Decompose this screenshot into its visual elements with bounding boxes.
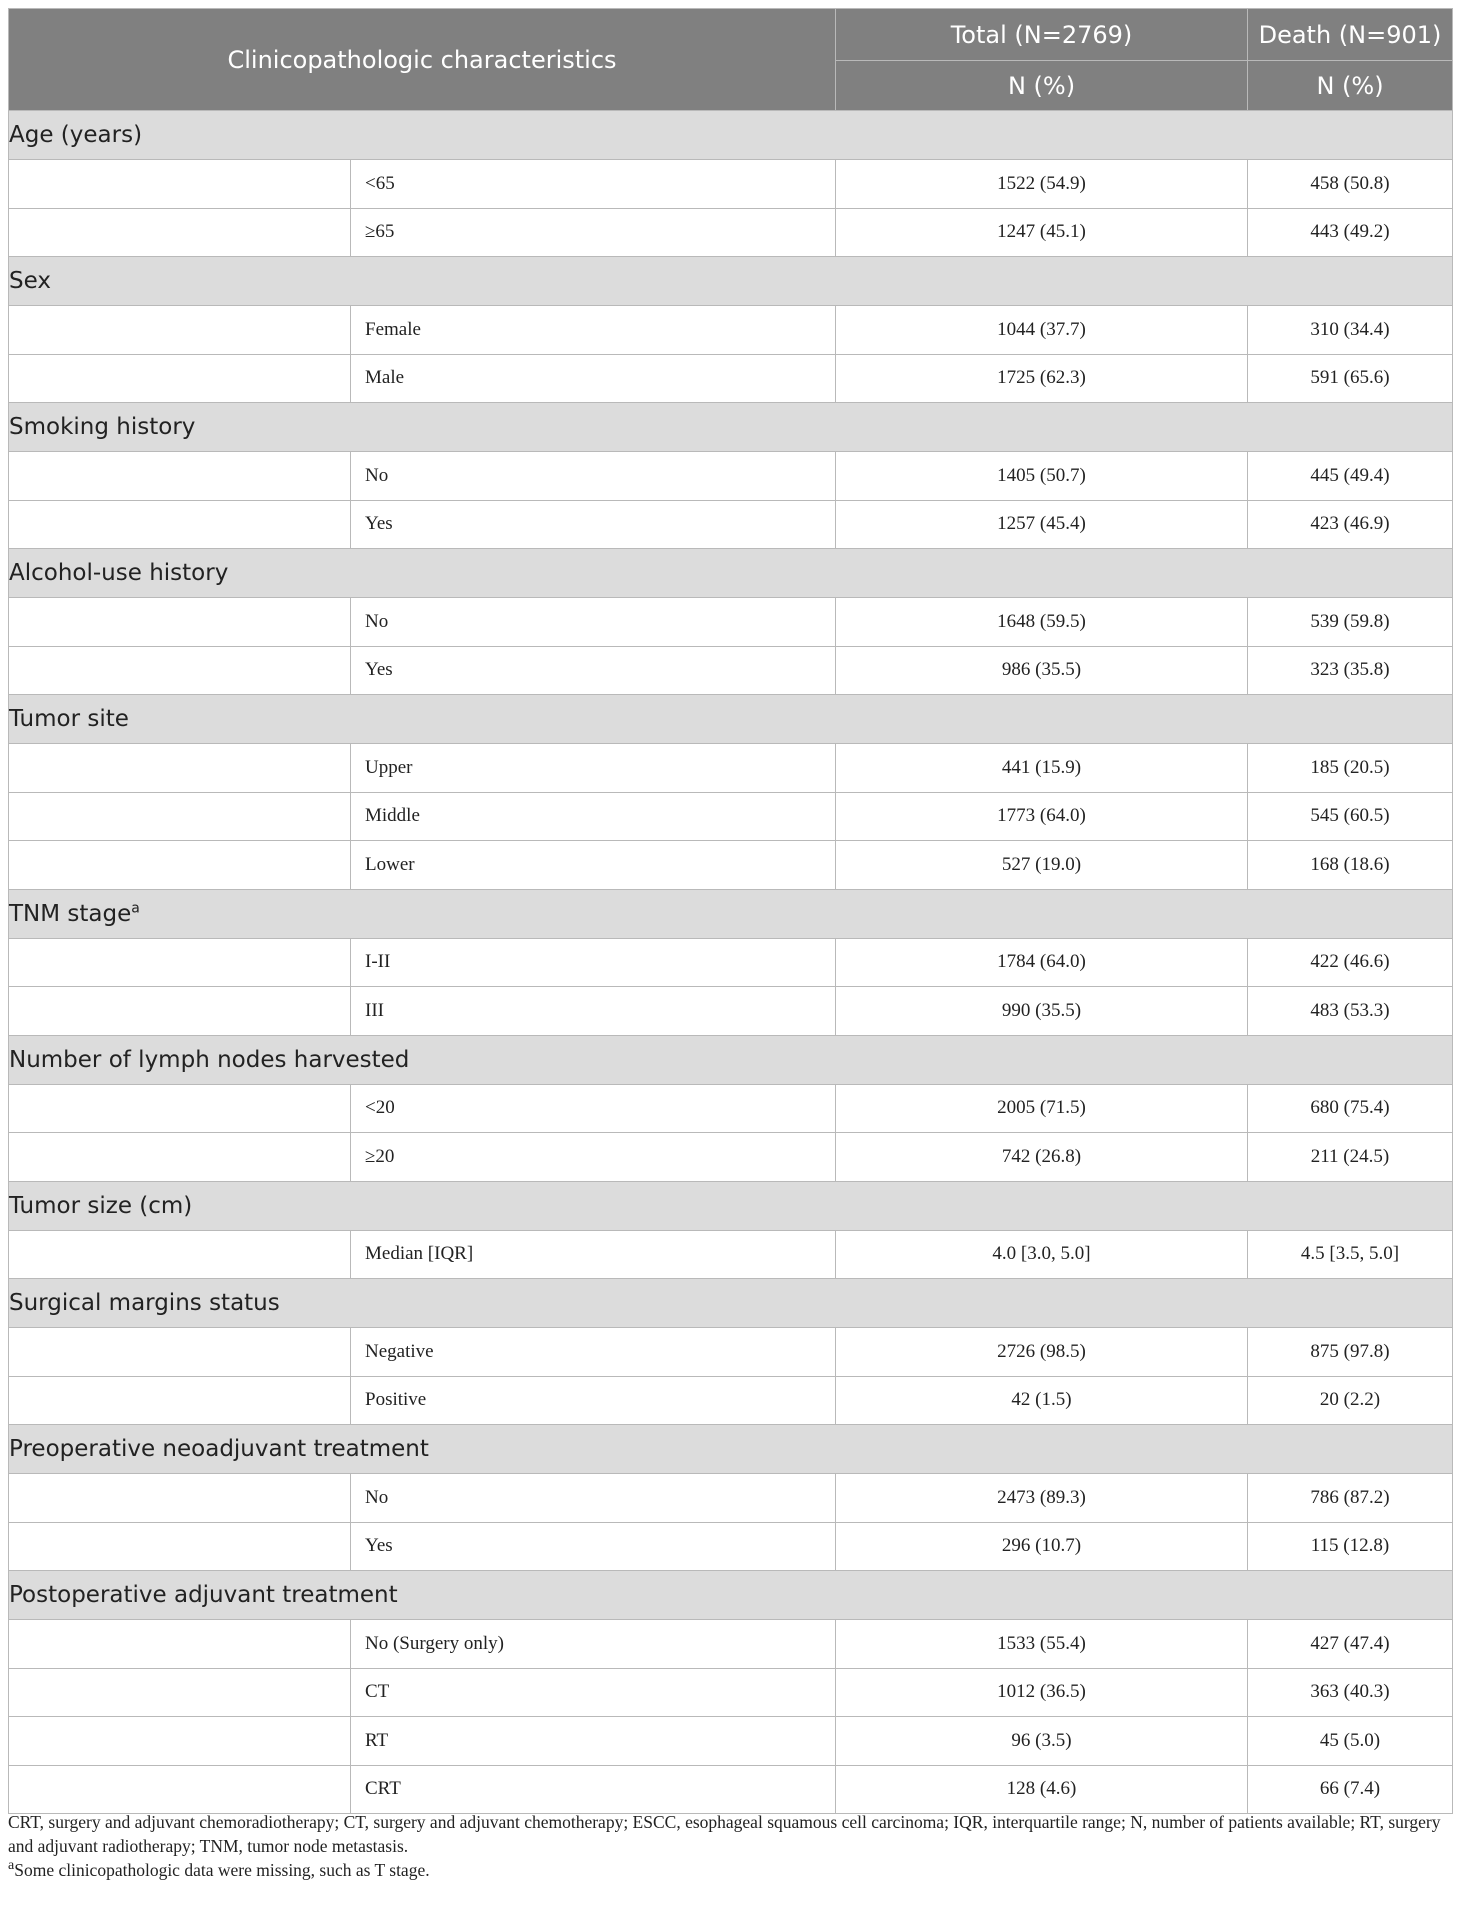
table-row [9,744,1453,793]
row-death: 786 (87.2) [1248,1474,1453,1523]
category-row [9,695,1453,744]
category-footnote-marker: a [131,899,140,916]
indent-cell [9,841,351,890]
header-death: Death (N=901) [1248,9,1453,61]
row-death: 211 (24.5) [1248,1133,1453,1182]
row-death: 483 (53.3) [1248,987,1453,1036]
table-row [9,452,1453,501]
table-row [9,160,1453,209]
row-label: No [351,598,836,647]
header-characteristics: Clinicopathologic characteristics [9,9,836,111]
table-row [9,306,1453,355]
row-total: 990 (35.5) [836,987,1248,1036]
category-cell [9,889,1453,938]
row-death: 875 (97.8) [1248,1328,1453,1377]
category-cell [9,1425,1453,1474]
row-death: 323 (35.8) [1248,646,1453,695]
clinicopathologic-table [8,8,1453,1814]
row-total: 1044 (37.7) [836,306,1248,355]
indent-cell [9,1376,351,1425]
row-death: 539 (59.8) [1248,598,1453,647]
row-label: ≥20 [351,1133,836,1182]
row-label: Yes [351,500,836,549]
row-death: 422 (46.6) [1248,938,1453,987]
row-total: 527 (19.0) [836,841,1248,890]
row-label: ≥65 [351,208,836,257]
row-total: 96 (3.5) [836,1717,1248,1766]
row-total: 2005 (71.5) [836,1084,1248,1133]
row-total: 1725 (62.3) [836,354,1248,403]
table-row [9,1522,1453,1571]
category-label: Age (years) [9,122,143,148]
indent-cell [9,598,351,647]
row-label: Yes [351,1522,836,1571]
row-death: 427 (47.4) [1248,1620,1453,1669]
indent-cell [9,1765,351,1814]
row-label: Lower [351,841,836,890]
table-row [9,1717,1453,1766]
category-row [9,403,1453,452]
category-label: Sex [9,268,51,294]
row-total: 1773 (64.0) [836,792,1248,841]
category-row [9,257,1453,306]
table-row [9,1230,1453,1279]
row-death: 591 (65.6) [1248,354,1453,403]
indent-cell [9,646,351,695]
row-total: 2473 (89.3) [836,1474,1248,1523]
table-row [9,1474,1453,1523]
row-total: 742 (26.8) [836,1133,1248,1182]
category-row [9,1035,1453,1084]
table-row [9,354,1453,403]
table-row [9,646,1453,695]
row-death: 545 (60.5) [1248,792,1453,841]
row-label: Female [351,306,836,355]
row-label: I-II [351,938,836,987]
table-row [9,792,1453,841]
row-death: 185 (20.5) [1248,744,1453,793]
indent-cell [9,987,351,1036]
indent-cell [9,306,351,355]
table-body [9,111,1453,1814]
category-cell [9,257,1453,306]
row-total: 42 (1.5) [836,1376,1248,1425]
row-label: Middle [351,792,836,841]
row-death: 443 (49.2) [1248,208,1453,257]
row-death: 66 (7.4) [1248,1765,1453,1814]
category-label: Surgical margins status [9,1290,280,1316]
row-total: 2726 (98.5) [836,1328,1248,1377]
category-label: Postoperative adjuvant treatment [9,1582,398,1608]
table-row [9,1133,1453,1182]
row-total: 1405 (50.7) [836,452,1248,501]
indent-cell [9,1328,351,1377]
indent-cell [9,1084,351,1133]
indent-cell [9,744,351,793]
table-row [9,938,1453,987]
row-death: 445 (49.4) [1248,452,1453,501]
row-total: 1257 (45.4) [836,500,1248,549]
indent-cell [9,160,351,209]
row-label: <20 [351,1084,836,1133]
header-death-unit: N (%) [1248,61,1453,111]
indent-cell [9,1668,351,1717]
table-row [9,1620,1453,1669]
category-label: Tumor size (cm) [9,1192,193,1219]
indent-cell [9,1474,351,1523]
category-label: Alcohol-use history [9,560,229,586]
row-total: 296 (10.7) [836,1522,1248,1571]
table-row [9,987,1453,1036]
indent-cell [9,208,351,257]
row-death: 115 (12.8) [1248,1522,1453,1571]
row-death: 45 (5.0) [1248,1717,1453,1766]
indent-cell [9,1230,351,1279]
table-row [9,208,1453,257]
indent-cell [9,1620,351,1669]
table-row [9,1765,1453,1814]
category-row [9,889,1453,938]
table-footnotes [8,1810,1452,1882]
row-total: 1648 (59.5) [836,598,1248,647]
category-cell [9,403,1453,452]
category-cell [9,695,1453,744]
row-death: 680 (75.4) [1248,1084,1453,1133]
table-row [9,841,1453,890]
category-label: Preoperative neoadjuvant treatment [9,1436,429,1462]
category-row [9,1425,1453,1474]
table-row [9,1328,1453,1377]
category-label: TNM stage [9,900,132,927]
row-total: 1012 (36.5) [836,1668,1248,1717]
category-cell [9,1279,1453,1328]
table-row [9,1376,1453,1425]
row-label: III [351,987,836,1036]
footnote-a-text: Some clinicopathologic data were missing, such as T stage. [14,1860,430,1880]
category-row [9,1279,1453,1328]
table-row [9,598,1453,647]
row-label: Median [IQR] [351,1230,836,1279]
category-cell [9,111,1453,160]
footnote-a [8,1858,1452,1882]
row-total: 1784 (64.0) [836,938,1248,987]
row-total: 1247 (45.1) [836,208,1248,257]
row-label: No (Surgery only) [351,1620,836,1669]
row-label: Male [351,354,836,403]
table-container [8,8,1452,1814]
row-total: 441 (15.9) [836,744,1248,793]
footnote-abbreviations: CRT, surgery and adjuvant chemoradiotherapy; CT, surgery and adjuvant chemotherapy; ESCC, esophageal squamous cell carcinoma; IQR, interquartile range; N, number of patients available; RT, surgery and adjuvant radiotherapy; TNM, tumor node metastasis. [8,1812,1441,1856]
category-row [9,549,1453,598]
footnote-marker: a [8,1858,15,1874]
indent-cell [9,354,351,403]
category-label: Number of lymph nodes harvested [9,1046,410,1073]
row-total: 1533 (55.4) [836,1620,1248,1669]
row-death: 458 (50.8) [1248,160,1453,209]
indent-cell [9,1522,351,1571]
category-cell [9,1035,1453,1084]
row-label: Upper [351,744,836,793]
category-row [9,111,1453,160]
row-death: 310 (34.4) [1248,306,1453,355]
table-row [9,1668,1453,1717]
row-label: Positive [351,1376,836,1425]
row-total: 128 (4.6) [836,1765,1248,1814]
indent-cell [9,938,351,987]
row-label: No [351,1474,836,1523]
category-label: Tumor site [9,706,129,732]
row-label: Negative [351,1328,836,1377]
row-label: CRT [351,1765,836,1814]
indent-cell [9,792,351,841]
header-total-unit: N (%) [836,61,1248,111]
row-death: 363 (40.3) [1248,1668,1453,1717]
row-total: 4.0 [3.0, 5.0] [836,1230,1248,1279]
row-label: No [351,452,836,501]
row-total: 986 (35.5) [836,646,1248,695]
row-label: Yes [351,646,836,695]
category-cell [9,1181,1453,1230]
row-label: CT [351,1668,836,1717]
category-row [9,1181,1453,1230]
row-label: RT [351,1717,836,1766]
row-death: 4.5 [3.5, 5.0] [1248,1230,1453,1279]
row-death: 423 (46.9) [1248,500,1453,549]
category-cell [9,549,1453,598]
row-label: <65 [351,160,836,209]
category-cell [9,1571,1453,1620]
indent-cell [9,500,351,549]
indent-cell [9,452,351,501]
row-death: 20 (2.2) [1248,1376,1453,1425]
row-death: 168 (18.6) [1248,841,1453,890]
table-row [9,500,1453,549]
indent-cell [9,1133,351,1182]
row-total: 1522 (54.9) [836,160,1248,209]
category-label: Smoking history [9,414,196,440]
header-total: Total (N=2769) [836,9,1248,61]
category-row [9,1571,1453,1620]
table-row [9,1084,1453,1133]
indent-cell [9,1717,351,1766]
